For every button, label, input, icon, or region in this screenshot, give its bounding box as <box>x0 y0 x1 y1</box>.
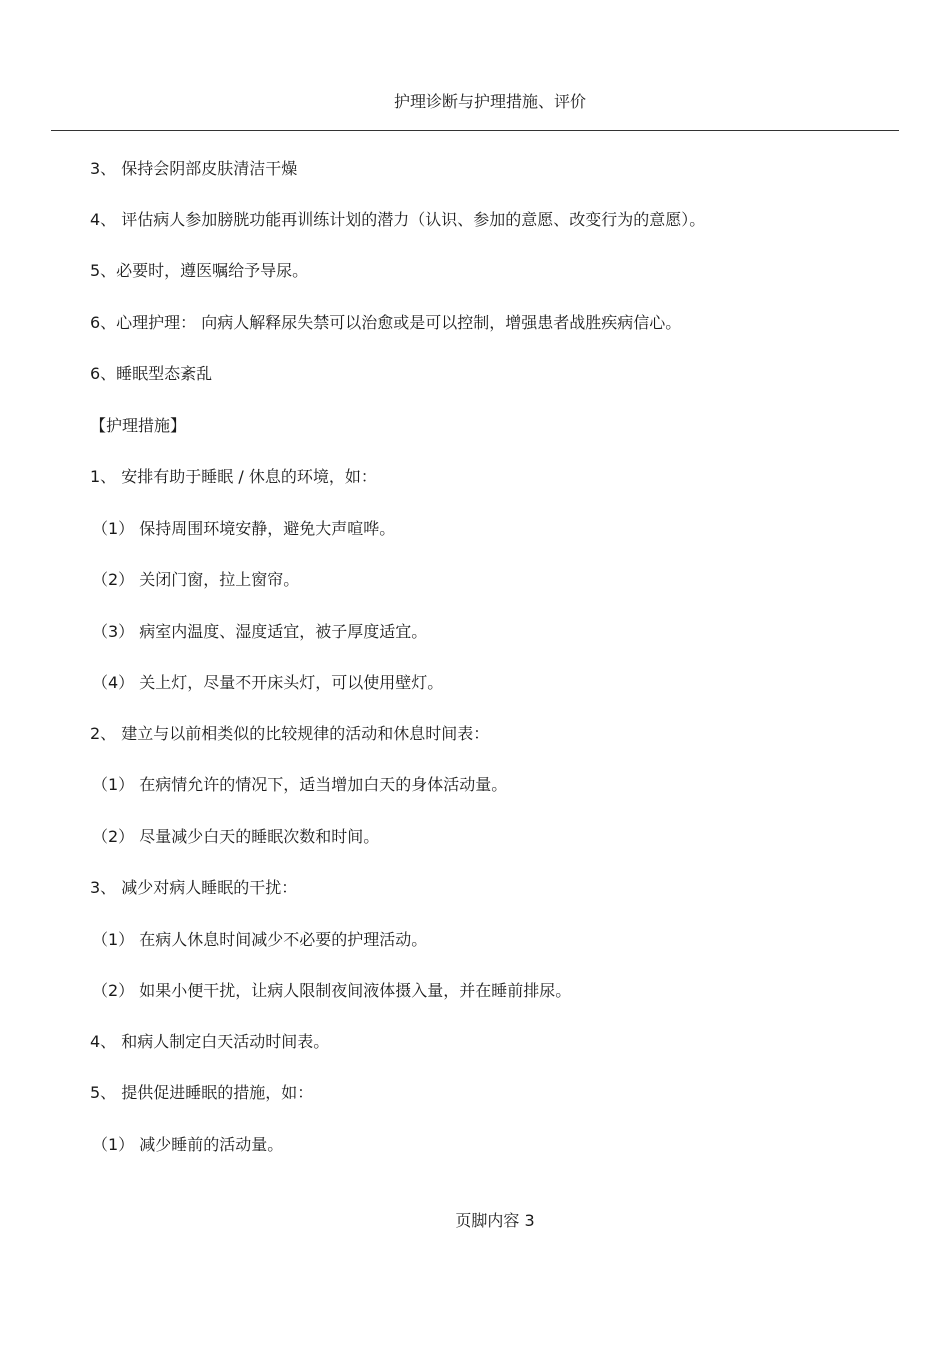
text-line: 4、 和病人制定白天活动时间表。 <box>90 1032 330 1051</box>
text-line: （3） 病室内温度、湿度适宜，被子厚度适宜。 <box>92 622 428 641</box>
text-line: 6、心理护理： 向病人解释尿失禁可以治愈或是可以控制，增强患者战胜疾病信心。 <box>90 313 682 332</box>
section-heading: 【护理措施】 <box>90 416 187 435</box>
text-line: 5、必要时，遵医嘱给予导尿。 <box>90 261 309 280</box>
text-line: （2） 关闭门窗，拉上窗帘。 <box>92 570 300 589</box>
text-line: 3、 减少对病人睡眠的干扰： <box>90 878 298 897</box>
text-line: 6、睡眠型态紊乱 <box>90 364 213 383</box>
text-line: 2、 建立与以前相类似的比较规律的活动和休息时间表： <box>90 724 490 743</box>
text-line: （4） 关上灯，尽量不开床头灯，可以使用壁灯。 <box>92 673 444 692</box>
text-line: 5、 提供促进睡眠的措施，如： <box>90 1083 314 1102</box>
page-header: 护理诊断与护理措施、评价 <box>393 92 586 111</box>
text-line: （2） 尽量减少白天的睡眠次数和时间。 <box>92 827 380 846</box>
text-line: 4、 评估病人参加膀胱功能再训练计划的潜力（认识、参加的意愿、改变行为的意愿）。 <box>90 210 706 229</box>
header-divider <box>51 130 899 131</box>
text-line: （1） 减少睡前的活动量。 <box>92 1135 284 1154</box>
text-line: （1） 在病人休息时间减少不必要的护理活动。 <box>92 930 428 949</box>
text-line: （1） 在病情允许的情况下，适当增加白天的身体活动量。 <box>92 775 508 794</box>
text-line: （2） 如果小便干扰，让病人限制夜间液体摄入量，并在睡前排尿。 <box>92 981 572 1000</box>
text-line: （1） 保持周围环境安静，避免大声喧哗。 <box>92 519 396 538</box>
page-footer: 页脚内容 3 <box>455 1211 535 1230</box>
text-line: 3、 保持会阴部皮肤清洁干燥 <box>90 159 298 178</box>
text-line: 1、 安排有助于睡眠 / 休息的环境，如： <box>90 467 377 486</box>
